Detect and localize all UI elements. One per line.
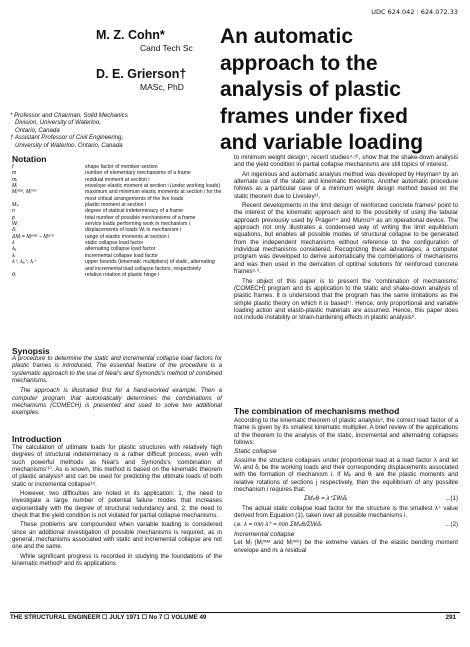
title-line: frames under fixed <box>220 104 408 128</box>
author-name-grierson: D. E. Grierson† <box>96 67 187 81</box>
notation-row <box>12 189 222 202</box>
right-column-text <box>234 154 458 324</box>
body-paragraph: Recent developments in the limit design of reinforced concrete frames² point to the interest of the kinematic approach and to the possibility of using the tabular approach previously used by Prager¹⁴ and Munro¹³ as an operational device. The approach not only illustrates a condensed way of writing the limit equilibrium equations, but enables all possible modes of structural collapse to be generated from the independent mechanisms without reference to the configuration of individual mechanisms considered. Recognizing these advantages, a computer program was developed to derive automatically the combinations of mechanisms and was then used in the derivation of optimal solutions for reinforced concrete frames³·⁹. <box>234 202 458 276</box>
equation-2-expression: i.e. λ = min λ⁺ = min ΣMₚθᵢ/ΣWᵢδᵢ <box>234 521 322 529</box>
notation-symbol: ΔMᵢ = Mᵢᵐᵃˣ − Mᵢᵐⁱⁿ <box>12 233 54 240</box>
notation-definition: number of elementary mechanisms of a frame <box>85 170 191 177</box>
introduction-paragraph: These problems are compounded when variable loading is considered since an additional investigation of possible mechanisms is required, as in general, mechanisms associated with static and incremental collapse are not one and the same. <box>12 521 222 551</box>
combination-section <box>234 417 458 556</box>
notation-definition: maximum and minimum elastic moments at section i for the most critical arrangements of the live loads <box>85 189 222 202</box>
static-collapse-heading: Static collapse <box>234 448 277 456</box>
synopsis-text <box>12 355 222 420</box>
notation-symbol: Wᵢ <box>12 221 18 228</box>
notation-symbol: mᵢ <box>12 176 17 183</box>
notation-definition: upper bounds (kinematic multipliers) of static, alternating and incremental load collapse factors, respectively <box>85 259 215 272</box>
author-affiliations <box>10 112 210 149</box>
incremental-collapse-heading: Incremental collapse <box>234 530 295 538</box>
notation-symbol: δᵢ <box>12 227 16 234</box>
equation-2 <box>234 521 458 528</box>
static-collapse-text: Assume the structure collapses under proportional load at a load factor λ and let Wᵢ and δᵢ be the working loads and their corresponding displacements associated with the formation of mechanism i. If Mₚ and θᵢ are the plastic moments and relative rotations of sections j respectively, then the equilibrium of any possible mechanism i requires that: <box>234 456 458 494</box>
title-line: and variable loading <box>220 131 424 154</box>
combination-heading: The combination of mechanisms method <box>234 406 400 416</box>
title-line: An automatic <box>220 25 354 48</box>
synopsis-heading: Synopsis <box>12 346 50 356</box>
introduction-text <box>12 444 222 570</box>
body-paragraph: The object of this paper is to present the 'combination of mechanisms' (COMECH) program and its application to the static and shake-down analysis of plastic frames. It is understood that the program has the same limitations as the simple plastic theory on which it is based¹⁷. Hence, only proportional and variable loading action and elasto-plastic materials are assumed. Hence, this paper does not include instability or strain-hardening effects in plastic analysis⁶. <box>234 277 458 322</box>
introduction-heading: Introduction <box>12 434 62 444</box>
affiliation-line: Ontario, Canada <box>15 126 60 134</box>
introduction-paragraph: While significant progress is recorded in studying the foundations of the kinematic method⁸ and its applications <box>12 552 222 568</box>
title-line: approach to the <box>220 51 378 75</box>
equation-1-number: ...(1) <box>445 495 458 503</box>
notation-definition: incremental collapse load factor <box>85 252 158 259</box>
udc-code: UDC 624.042 : 624.072.33 <box>371 8 458 16</box>
notation-symbol: Mₚ <box>12 202 19 209</box>
notation-definition: range of elastic moments at section i <box>85 233 170 240</box>
article-title <box>220 24 460 157</box>
author-credentials-cohn: Cand Tech Sc <box>140 43 193 53</box>
notation-definition: displacements of loads Wᵢ in mechanism i <box>85 227 181 234</box>
notation-symbol: Mᵢ <box>12 183 17 190</box>
notation-definition: shape factor of member section <box>85 164 158 170</box>
title-line: analysis of plastic <box>220 78 401 101</box>
introduction-paragraph: The calculation of ultimate loads for plastic structures with relatively high degrees of structural indeterminacy is a rather difficult process, even with such powerful methods as Neal's and Symonds's 'combination of mechanisms'¹⁰. As is known, this method is based on the kinematic theorem of plastic analysis⁸ and can be used for predicting the ultimate loads of both static or incremental collapse¹⁶. <box>12 444 222 488</box>
notation-symbol: λₐ <box>12 246 17 253</box>
notation-symbol: λ <box>12 240 15 247</box>
notation-definition: relative rotation of plastic hinge i <box>85 271 160 278</box>
notation-symbol: f <box>12 164 14 170</box>
incremental-collapse-text: Let Mᵢ (Mᵢᵐᵃˣ and Mᵢᵐⁱⁿ) be the extreme values of the elastic bending moment envelope and mᵢ a residual <box>234 539 458 554</box>
affiliation-line: * Professor and Chairman, Solid Mechanics <box>10 112 128 119</box>
notation-definition: degree of statical indeterminacy of a frame <box>85 208 184 215</box>
body-paragraph: to minimum weight design⁷, recent studies⁴·¹⁶, show that the shake-down analysis and the yield condition in partial collapse mechanisms are still topics of interest. <box>234 154 458 169</box>
synopsis-paragraph: A procedure to determine the static and incremental collapse load factors for plastic frames is introduced. The essential feature of the procedure is a systematic approach to the use of Neal's and Symonds's method of combined mechanisms. <box>12 355 222 385</box>
notation-row <box>12 272 222 278</box>
notation-heading: Notation <box>12 154 47 164</box>
author-name-cohn: M. Z. Cohn* <box>96 28 165 42</box>
notation-symbol: λ⁺, λₐ⁺, λᵢ⁺ <box>12 259 37 266</box>
notation-row <box>12 259 222 272</box>
notation-definition: plastic moment at section i <box>85 202 147 209</box>
notation-symbol: Mᵢᵐᵃˣ, Mᵢᵐⁱⁿ <box>12 189 37 196</box>
combination-intro: According to the kinematic theorem of plastic analysis⁸, the correct load factor of a frame is given by its smallest kinematic multiplier. A brief review of the applications of the theorem to the analysis of the static, incremental and alternating collapses follows: <box>234 417 458 447</box>
affiliation-line: Division, University of Waterloo, <box>15 119 101 127</box>
notation-definition: service loads performing work in mechanism i <box>85 221 190 228</box>
notation-symbol: θᵢ <box>12 271 16 278</box>
equation-1-expression: ΣMₚθᵢ = λ⁺ΣWᵢδᵢ <box>304 495 347 503</box>
page-number: 291 <box>445 614 456 621</box>
affiliation-line: University of Waterloo, Ontario, Canada <box>15 141 123 149</box>
synopsis-paragraph: The approach is illustrated first for a hand-worked example. Then a computer program that automatically determines the combinations of mechanisms (COMECH) is presented and used to solve two additional examples. <box>12 387 222 417</box>
equation-2-number: ...(2) <box>445 521 458 529</box>
author-credentials-grierson: MASc, PhD <box>140 82 184 92</box>
notation-definition: envelope elastic moment at section i (under working loads) <box>85 183 220 190</box>
notation-table <box>12 164 222 278</box>
notation-symbol: λᵢ <box>12 252 16 259</box>
body-paragraph: An ingenious and automatic analysis method was developed by Heyman⁵ by an alternate use of the static and kinematic theorems. Another automatic procedure follows as a particular case of a minimum weight design method based on the static theorem due to Livesley¹¹. <box>234 170 458 200</box>
equation-1 <box>234 495 458 502</box>
journal-footer: THE STRUCTURAL ENGINEER ☐ JULY 1971 ☐ No 7 ☐ VOLUME 49 <box>10 614 207 621</box>
introduction-paragraph: However, two difficulties are noted in its application: 1, the need to investigate a large number of potential failure modes that increases exponentially with the degree of structural redundancy and, 2, the need to check that the yield condition is not violated for partial collapse mechanisms. <box>12 490 222 520</box>
notation-symbol: m <box>12 170 17 177</box>
equation-text: The actual static collapse load factor for the structure is the smallest λ⁺ value derived from Equation (1), taken over all possible mechanisms i. <box>234 504 458 520</box>
notation-symbol: n <box>12 208 15 215</box>
affiliation-line: † Assistant Professor of Civil Engineering, <box>10 134 124 142</box>
footer-rule <box>10 612 460 613</box>
notation-definition: total number of possible mechanisms of a frame <box>85 214 196 221</box>
notation-symbol: p <box>12 214 15 221</box>
notation-definition: static collapse load factor <box>85 240 144 247</box>
notation-definition: alternating collapse load factor <box>85 246 156 253</box>
notation-definition: residual moment at section i <box>85 176 150 183</box>
